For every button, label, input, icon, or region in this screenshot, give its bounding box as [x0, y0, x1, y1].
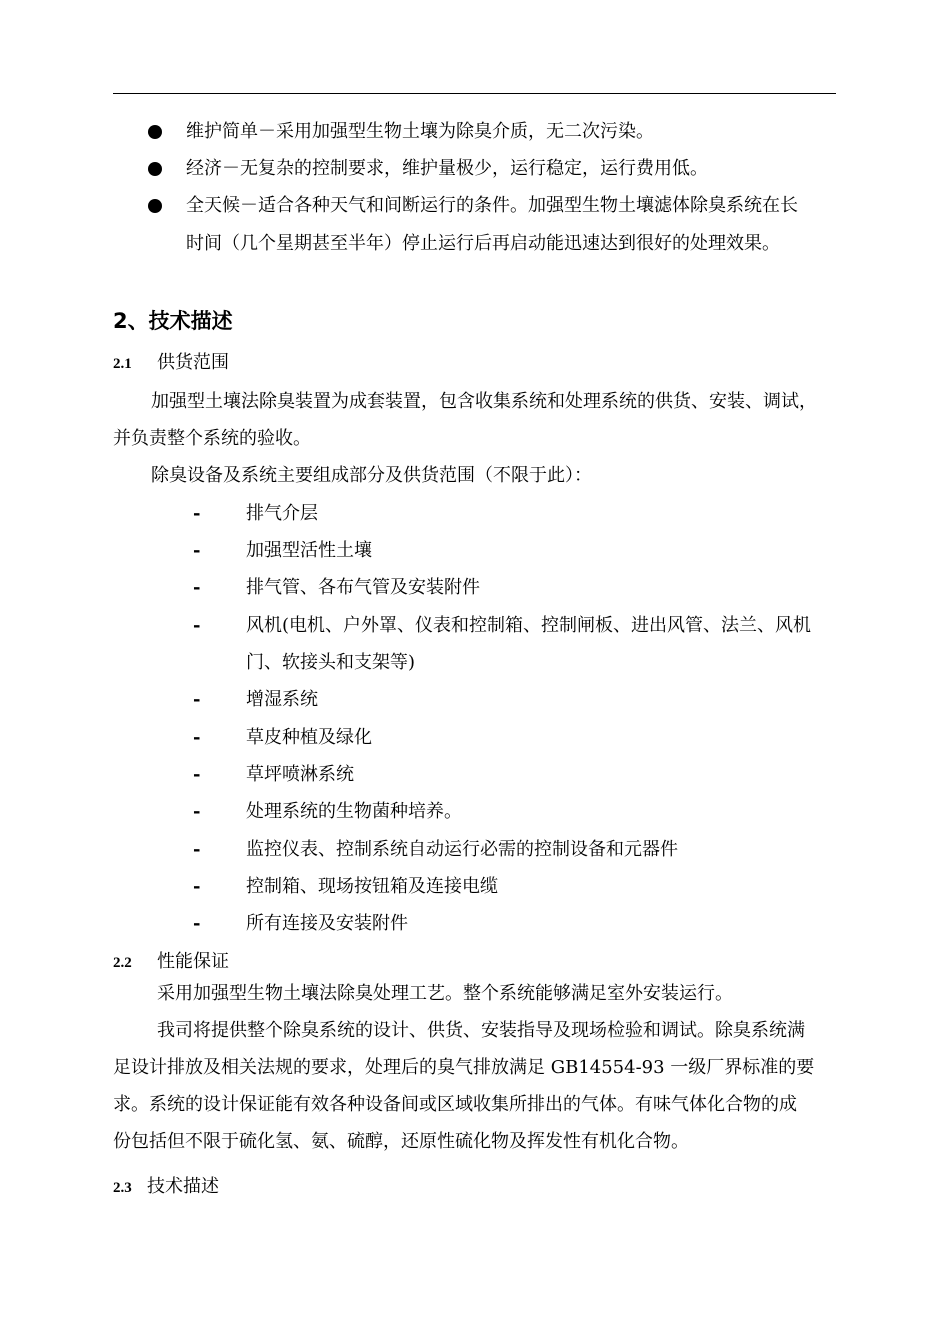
paragraph-line: 我司将提供整个除臭系统的设计、供货、安装指导及现场检验和调试。除臭系统满 — [157, 1020, 805, 1041]
list-item: 风机(电机、户外罩、仪表和控制箱、控制闸板、进出风管、法兰、风机 — [246, 615, 812, 636]
paragraph-line: 并负责整个系统的验收。 — [113, 428, 311, 449]
paragraph-line: 足设计排放及相关法规的要求，处理后的臭气排放满足 GB14554-93 一级厂界标准的要 — [113, 1057, 815, 1078]
subsection-number: 2.3 — [113, 1180, 132, 1196]
dash-marker: - — [193, 727, 201, 748]
paragraph-line: 加强型土壤法除臭装置为成套装置，包含收集系统和处理系统的供货、安装、调试， — [151, 391, 817, 412]
list-item: 所有连接及安装附件 — [246, 913, 408, 934]
paragraph-line: 份包括但不限于硫化氢、氨、硫醇，还原性硫化物及挥发性有机化合物。 — [113, 1131, 689, 1152]
bullet-text: 经济－无复杂的控制要求，维护量极少，运行稳定，运行费用低。 — [186, 158, 708, 179]
list-item: 草皮种植及绿化 — [246, 727, 372, 748]
subsection-title: 性能保证 — [157, 951, 229, 972]
dash-marker: - — [193, 689, 201, 710]
dash-marker: - — [193, 577, 201, 598]
dash-marker: - — [193, 615, 201, 636]
subsection-title: 技术描述 — [147, 1176, 219, 1197]
paragraph-line: 除臭设备及系统主要组成部分及供货范围（不限于此）： — [151, 465, 592, 486]
dash-marker: - — [193, 876, 201, 897]
list-item: 排气介层 — [246, 503, 318, 524]
list-item-continuation: 门、软接头和支架等) — [246, 652, 416, 673]
subsection-title: 供货范围 — [157, 352, 229, 373]
dash-marker: - — [193, 913, 201, 934]
paragraph-line: 采用加强型生物土壤法除臭处理工艺。整个系统能够满足室外安装运行。 — [157, 983, 733, 1004]
header-rule — [113, 93, 836, 94]
dash-marker: - — [193, 503, 201, 524]
list-item: 监控仪表、控制系统自动运行必需的控制设备和元器件 — [246, 839, 678, 860]
list-item: 草坪喷淋系统 — [246, 764, 354, 785]
bullet-dot — [148, 162, 162, 176]
dash-marker: - — [193, 764, 201, 785]
dash-marker: - — [193, 540, 201, 561]
list-item: 加强型活性土壤 — [246, 540, 372, 561]
bullet-dot — [148, 199, 162, 213]
paragraph-line: 求。系统的设计保证能有效各种设备间或区域收集所排出的气体。有味气体化合物的成 — [113, 1094, 797, 1115]
section-heading: 2、技术描述 — [113, 309, 233, 333]
dash-marker: - — [193, 801, 201, 822]
list-item: 增湿系统 — [246, 689, 318, 710]
bullet-text: 维护简单－采用加强型生物土壤为除臭介质，无二次污染。 — [186, 121, 654, 142]
list-item: 控制箱、现场按钮箱及连接电缆 — [246, 876, 498, 897]
list-item: 处理系统的生物菌种培养。 — [246, 801, 462, 822]
dash-marker: - — [193, 839, 201, 860]
bullet-dot — [148, 125, 162, 139]
bullet-text: 全天候－适合各种天气和间断运行的条件。加强型生物土壤滤体除臭系统在长 — [186, 195, 798, 216]
subsection-number: 2.1 — [113, 356, 132, 372]
bullet-text-continuation: 时间（几个星期甚至半年）停止运行后再启动能迅速达到很好的处理效果。 — [186, 233, 780, 254]
subsection-number: 2.2 — [113, 955, 132, 971]
list-item: 排气管、各布气管及安装附件 — [246, 577, 480, 598]
